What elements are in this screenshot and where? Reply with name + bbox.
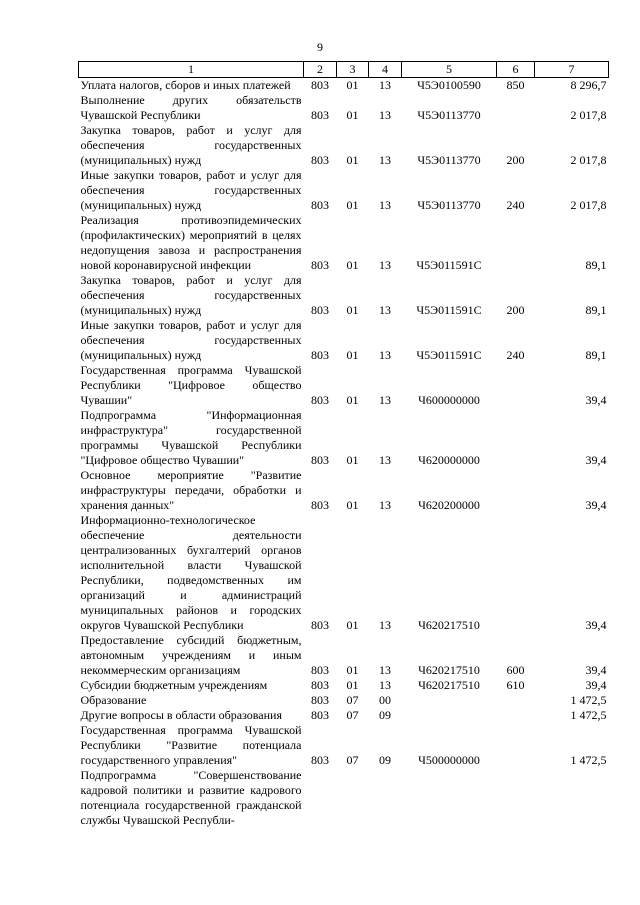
expense-type-code bbox=[497, 363, 535, 408]
amount: 2 017,8 bbox=[570, 153, 607, 167]
target-article-code: Ч620217510 bbox=[418, 663, 480, 677]
amount: 39,4 bbox=[585, 453, 607, 467]
ministry-code: 803 bbox=[311, 618, 329, 632]
column-header-1: 1 bbox=[79, 62, 304, 78]
subsection-code: 13 bbox=[379, 198, 391, 212]
table-row bbox=[79, 123, 609, 168]
column-header-7: 7 bbox=[535, 62, 609, 78]
column-header-3: 3 bbox=[337, 62, 369, 78]
table-body bbox=[79, 78, 609, 829]
table-row bbox=[79, 513, 609, 633]
ministry-code: 803 bbox=[311, 153, 329, 167]
section-code: 01 bbox=[346, 78, 359, 92]
target-article-code: Ч620217510 bbox=[418, 618, 480, 632]
budget-table bbox=[78, 61, 609, 828]
expense-type-code bbox=[497, 408, 535, 468]
row-name: Подпрограмма "Совершенствование кадровой политики и развитие кадрового потенциала государственной гражданской службы Чувашской Республи- bbox=[80, 768, 302, 827]
row-name: Предоставление субсидий бюджетным, автономным учреждениям и иным некоммерческим организациям bbox=[80, 633, 302, 677]
expense-type-code: 240 bbox=[506, 348, 525, 362]
ministry-code: 803 bbox=[311, 393, 329, 407]
table-row bbox=[79, 693, 609, 708]
section-code: 01 bbox=[346, 678, 359, 692]
subsection-code: 13 bbox=[379, 663, 391, 677]
target-article-code: Ч620000000 bbox=[418, 453, 480, 467]
amount: 2 017,8 bbox=[570, 198, 607, 212]
expense-type-code: 200 bbox=[506, 303, 525, 317]
ministry-code: 803 bbox=[311, 453, 329, 467]
subsection-code: 13 bbox=[379, 108, 391, 122]
expense-type-code bbox=[497, 693, 535, 708]
subsection-code: 13 bbox=[379, 78, 391, 92]
ministry-code: 803 bbox=[311, 303, 329, 317]
subsection-code: 13 bbox=[379, 678, 391, 692]
target-article-code: Ч600000000 bbox=[418, 393, 480, 407]
table-row bbox=[79, 723, 609, 768]
target-article-code: Ч5Э0113770 bbox=[417, 153, 481, 167]
subsection-code: 09 bbox=[379, 753, 391, 767]
ministry-code: 803 bbox=[311, 753, 329, 767]
section-code: 07 bbox=[346, 753, 359, 767]
target-article-code: Ч620217510 bbox=[418, 678, 480, 692]
ministry-code: 803 bbox=[311, 108, 329, 122]
amount: 89,1 bbox=[585, 348, 607, 362]
table-row bbox=[79, 168, 609, 213]
target-article-code: Ч5Э011591С bbox=[416, 348, 482, 362]
section-code: 01 bbox=[346, 393, 359, 407]
target-article-code bbox=[402, 768, 497, 828]
subsection-code: 13 bbox=[379, 348, 391, 362]
section-code: 01 bbox=[346, 303, 359, 317]
amount: 1 472,5 bbox=[570, 693, 607, 707]
ministry-code bbox=[304, 768, 337, 828]
row-name: Субсидии бюджетным учреждениям bbox=[80, 678, 268, 692]
column-header-6: 6 bbox=[497, 62, 535, 78]
amount: 89,1 bbox=[585, 303, 607, 317]
table-row bbox=[79, 78, 609, 94]
row-name: Образование bbox=[80, 693, 147, 707]
expense-type-code bbox=[497, 93, 535, 123]
section-code: 07 bbox=[346, 693, 359, 707]
amount: 8 296,7 bbox=[570, 78, 607, 92]
section-code: 01 bbox=[346, 348, 359, 362]
expense-type-code: 240 bbox=[506, 198, 525, 212]
row-name: Иные закупки товаров, работ и услуг для обеспечения государственных (муниципальных) нужд bbox=[80, 318, 302, 362]
row-name: Информационно-технологическое обеспечение деятельности централизованных бухгалтерий органов исполнительной власти Чувашской Республики, подведомственных им организаций и администраций муниципальных районов и городских округов Чувашской Республики bbox=[80, 513, 302, 632]
amount: 39,4 bbox=[585, 618, 607, 632]
table-row bbox=[79, 318, 609, 363]
amount: 39,4 bbox=[585, 498, 607, 512]
amount bbox=[535, 768, 609, 828]
row-name: Иные закупки товаров, работ и услуг для обеспечения государственных (муниципальных) нужд bbox=[80, 168, 302, 212]
section-code: 07 bbox=[346, 708, 359, 722]
target-article-code: Ч5Э011591С bbox=[416, 258, 482, 272]
target-article-code: Ч5Э011591С bbox=[416, 303, 482, 317]
row-name: Выполнение других обязательств Чувашской Республики bbox=[80, 93, 302, 122]
column-header-5: 5 bbox=[402, 62, 497, 78]
target-article-code: Ч5Э0113770 bbox=[417, 108, 481, 122]
section-code: 01 bbox=[346, 153, 359, 167]
header-row bbox=[79, 62, 609, 78]
section-code: 01 bbox=[346, 663, 359, 677]
ministry-code: 803 bbox=[311, 693, 329, 707]
row-name: Государственная программа Чувашской Республики "Цифровое общество Чувашии" bbox=[80, 363, 302, 407]
expense-type-code: 610 bbox=[506, 678, 525, 692]
expense-type-code bbox=[497, 768, 535, 828]
target-article-code: Ч5Э0113770 bbox=[417, 198, 481, 212]
expense-type-code: 200 bbox=[506, 153, 525, 167]
expense-type-code bbox=[497, 513, 535, 633]
subsection-code: 13 bbox=[379, 303, 391, 317]
target-article-code: Ч620200000 bbox=[418, 498, 480, 512]
target-article-code: Ч500000000 bbox=[418, 753, 480, 767]
ministry-code: 803 bbox=[311, 663, 329, 677]
table-row bbox=[79, 468, 609, 513]
amount: 39,4 bbox=[585, 678, 607, 692]
row-name: Подпрограмма "Информационная инфраструктура" государственной программы Чувашской Республики "Цифровое общество Чувашии" bbox=[80, 408, 302, 467]
amount: 2 017,8 bbox=[570, 108, 607, 122]
ministry-code: 803 bbox=[311, 348, 329, 362]
table-row bbox=[79, 93, 609, 123]
ministry-code: 803 bbox=[311, 78, 329, 92]
subsection-code: 13 bbox=[379, 618, 391, 632]
table-row bbox=[79, 273, 609, 318]
table-row bbox=[79, 708, 609, 723]
section-code bbox=[337, 768, 369, 828]
table-row bbox=[79, 408, 609, 468]
section-code: 01 bbox=[346, 258, 359, 272]
column-header-4: 4 bbox=[369, 62, 402, 78]
subsection-code: 13 bbox=[379, 393, 391, 407]
section-code: 01 bbox=[346, 198, 359, 212]
target-article-code: Ч5Э0100590 bbox=[417, 78, 481, 92]
amount: 1 472,5 bbox=[570, 753, 607, 767]
section-code: 01 bbox=[346, 453, 359, 467]
table-row bbox=[79, 768, 609, 828]
table-row bbox=[79, 213, 609, 273]
row-name: Закупка товаров, работ и услуг для обеспечения государственных (муниципальных) нужд bbox=[80, 273, 302, 317]
subsection-code: 13 bbox=[379, 153, 391, 167]
subsection-code: 00 bbox=[379, 693, 391, 707]
row-name: Уплата налогов, сборов и иных платежей bbox=[80, 78, 291, 92]
table-header bbox=[79, 62, 609, 78]
ministry-code: 803 bbox=[311, 498, 329, 512]
row-name: Реализация противоэпидемических (профилактических) мероприятий в целях недопущения завоза и распространения новой коронавирусной инфекции bbox=[80, 213, 302, 272]
column-header-2: 2 bbox=[304, 62, 337, 78]
row-name: Основное мероприятие "Развитие инфраструктуры передачи, обработки и хранения данных" bbox=[80, 468, 302, 512]
ministry-code: 803 bbox=[311, 708, 329, 722]
expense-type-code bbox=[497, 213, 535, 273]
section-code: 01 bbox=[346, 108, 359, 122]
row-name: Другие вопросы в области образования bbox=[80, 708, 282, 722]
expense-type-code bbox=[497, 468, 535, 513]
table-row bbox=[79, 363, 609, 408]
ministry-code: 803 bbox=[311, 198, 329, 212]
ministry-code: 803 bbox=[311, 678, 329, 692]
amount: 39,4 bbox=[585, 393, 607, 407]
target-article-code bbox=[402, 708, 497, 723]
table-row bbox=[79, 633, 609, 678]
section-code: 01 bbox=[346, 498, 359, 512]
amount: 39,4 bbox=[585, 663, 607, 677]
table-row bbox=[79, 678, 609, 693]
amount: 1 472,5 bbox=[570, 708, 607, 722]
section-code: 01 bbox=[346, 618, 359, 632]
expense-type-code: 850 bbox=[506, 78, 525, 92]
page-number: 9 bbox=[317, 40, 323, 54]
subsection-code: 09 bbox=[379, 708, 391, 722]
amount: 89,1 bbox=[585, 258, 607, 272]
row-name: Государственная программа Чувашской Республики "Развитие потенциала государственного управления" bbox=[80, 723, 302, 767]
expense-type-code bbox=[497, 708, 535, 723]
subsection-code: 13 bbox=[379, 258, 391, 272]
ministry-code: 803 bbox=[311, 258, 329, 272]
expense-type-code: 600 bbox=[506, 663, 525, 677]
target-article-code bbox=[402, 693, 497, 708]
subsection-code: 13 bbox=[379, 453, 391, 467]
row-name: Закупка товаров, работ и услуг для обеспечения государственных (муниципальных) нужд bbox=[80, 123, 302, 167]
subsection-code: 13 bbox=[379, 498, 391, 512]
subsection-code bbox=[369, 768, 402, 828]
expense-type-code bbox=[497, 723, 535, 768]
